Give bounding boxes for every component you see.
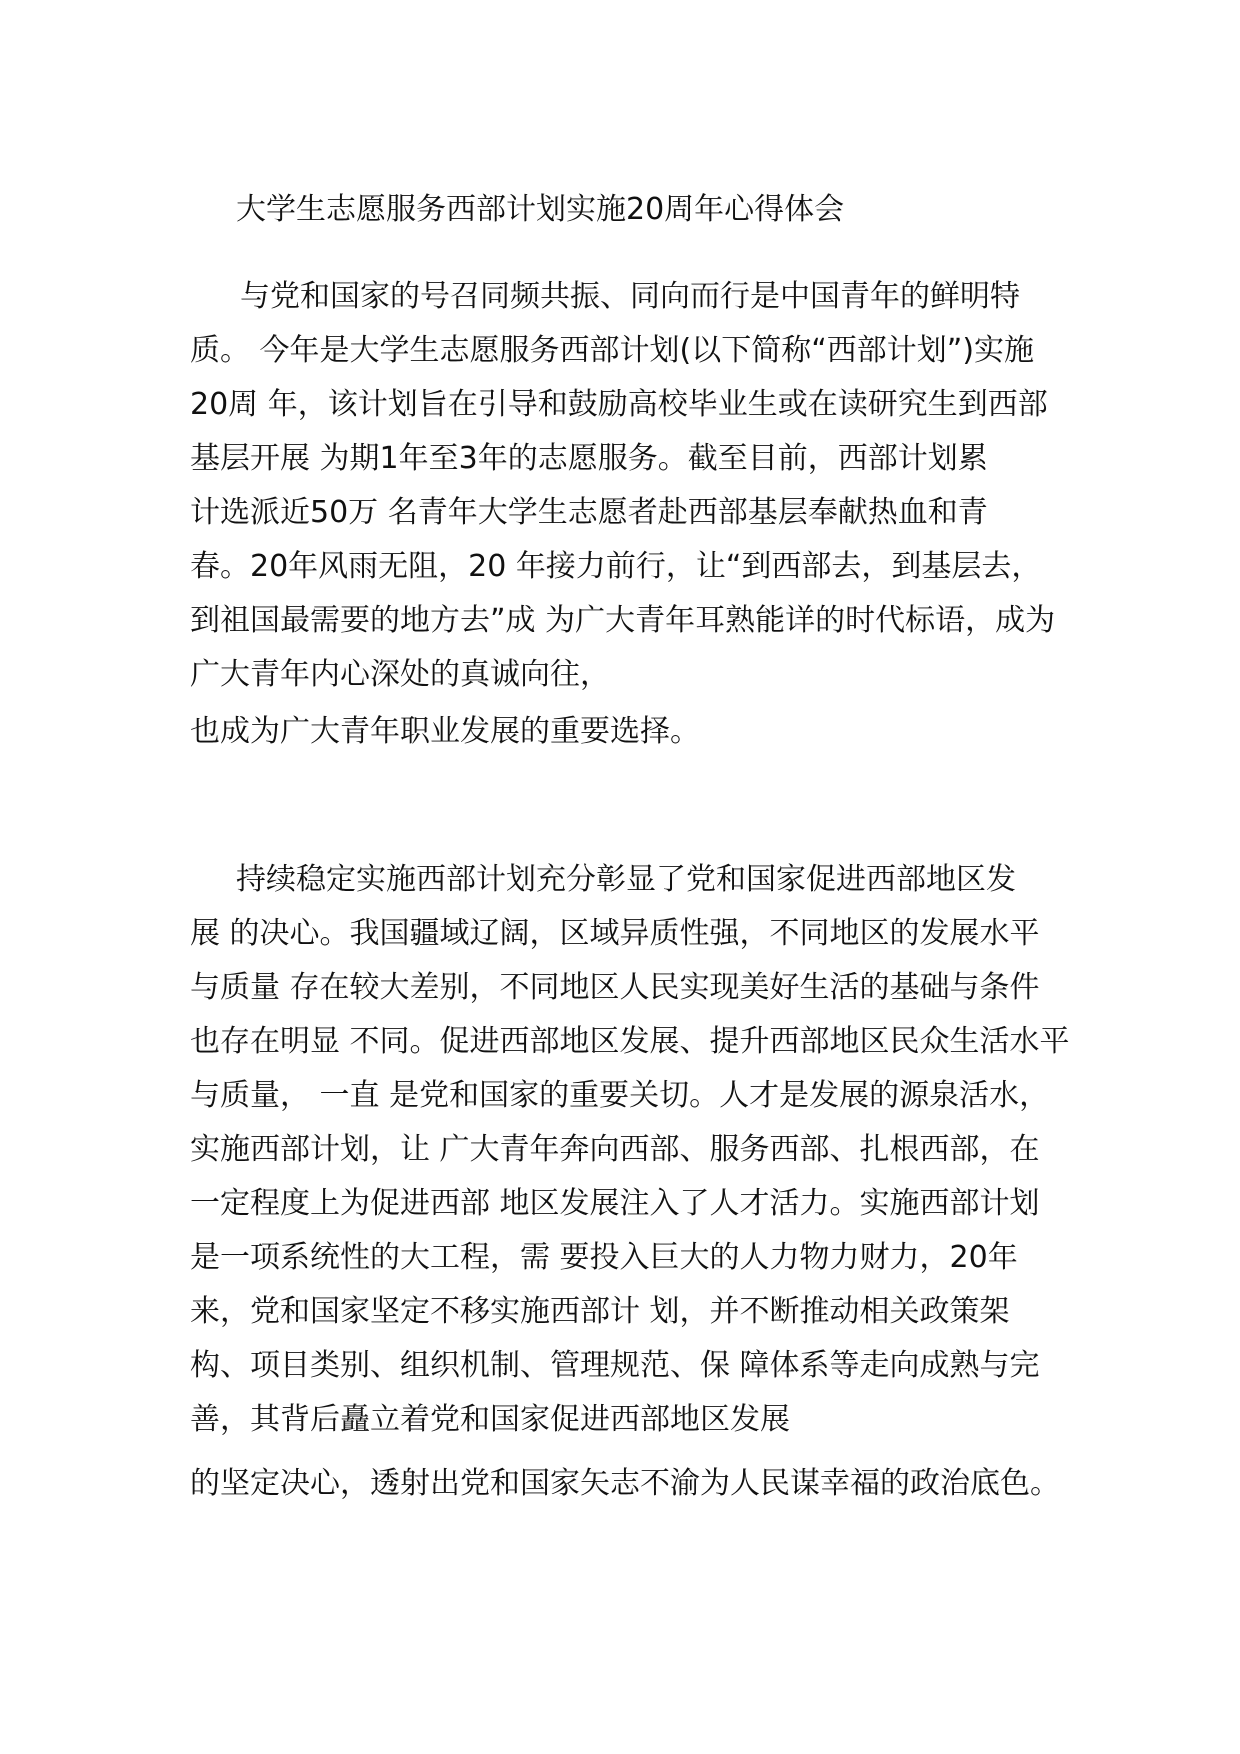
paragraph-1-line-8: 广大青年内心深处的真诚向往， (190, 657, 610, 692)
paragraph-2-tail: 的坚定决心，透射出党和国家矢志不渝为人民谋幸福的政治底色。 (190, 1466, 1060, 1501)
paragraph-2-line-8: 是一项系统性的大工程，需 要投入巨大的人力物力财力，20年 (190, 1240, 1018, 1275)
paragraph-1-line-2: 质。 今年是大学生志愿服务西部计划(以下简称“西部计划”)实施 (190, 333, 1035, 368)
paragraph-2-line-11: 善，其背后矗立着党和国家促进西部地区发展 (190, 1402, 790, 1437)
paragraph-1-tail: 也成为广大青年职业发展的重要选择。 (190, 714, 700, 749)
paragraph-2-line-5: 与质量， 一直 是党和国家的重要关切。人才是发展的源泉活水， (190, 1078, 1050, 1113)
paragraph-1-line-3: 20周 年，该计划旨在引导和鼓励高校毕业生或在读研究生到西部 (190, 387, 1048, 422)
paragraph-2-line-4: 也存在明显 不同。促进西部地区发展、提升西部地区民众生活水平 (190, 1024, 1070, 1059)
paragraph-1-line-6: 春。20年风雨无阻，20 年接力前行，让“到西部去，到基层去， (190, 549, 1042, 584)
document-title: 大学生志愿服务西部计划实施20周年心得体会 (236, 192, 845, 227)
paragraph-2-line-7: 一定程度上为促进西部 地区发展注入了人才活力。实施西部计划 (190, 1186, 1040, 1221)
paragraph-1-line-5: 计选派近50万 名青年大学生志愿者赴西部基层奉献热血和青 (190, 495, 988, 530)
paragraph-1-line-1: 与党和国家的号召同频共振、同向而行是中国青年的鲜明特 (240, 279, 1020, 314)
paragraph-2-line-9: 来，党和国家坚定不移实施西部计 划，并不断推动相关政策架 (190, 1294, 1010, 1329)
paragraph-1-line-4: 基层开展 为期1年至3年的志愿服务。截至目前，西部计划累 (190, 441, 988, 476)
paragraph-2-line-1: 持续稳定实施西部计划充分彰显了党和国家促进西部地区发 (236, 862, 1016, 897)
paragraph-2-line-3: 与质量 存在较大差别，不同地区人民实现美好生活的基础与条件 (190, 970, 1040, 1005)
paragraph-2-line-6: 实施西部计划，让 广大青年奔向西部、服务西部、扎根西部，在 (190, 1132, 1040, 1167)
paragraph-2-line-10: 构、项目类别、组织机制、管理规范、保 障体系等走向成熟与完 (190, 1348, 1040, 1383)
paragraph-2-line-2: 展 的决心。我国疆域辽阔，区域异质性强，不同地区的发展水平 (190, 916, 1040, 951)
paragraph-1-line-7: 到祖国最需要的地方去”成 为广大青年耳熟能详的时代标语，成为 (190, 603, 1056, 638)
